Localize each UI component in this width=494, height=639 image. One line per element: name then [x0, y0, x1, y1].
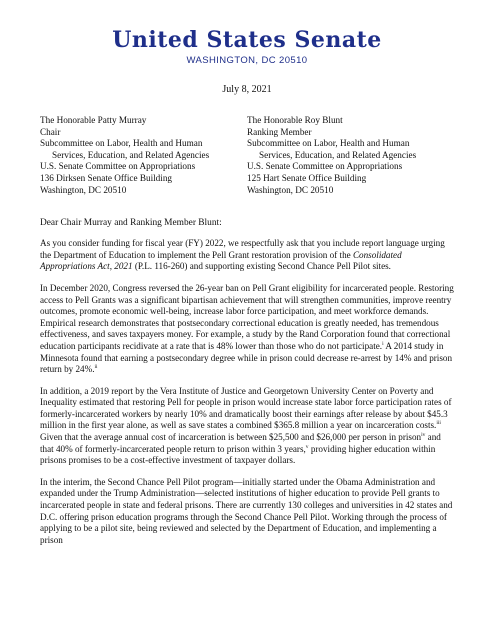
- address-line: Chair: [40, 126, 61, 137]
- address-line: Services, Education, and Related Agencies: [259, 149, 417, 160]
- letter-date: July 8, 2021: [222, 84, 272, 95]
- address-line: Subcommittee on Labor, Health and Human: [40, 138, 203, 149]
- letterhead-title: United States Senate: [112, 27, 382, 53]
- paragraph-text: In addition, a 2019 report by the Vera Institute of Justice and Georgetown University Center on Poverty and Inequality estimated that restoring Pell for people in prison would increase state labor force participation rates of formerly-incarcerated workers by nearly 10% and dramatically boost their earnings after release by about $45.3 million in the first year alone, as well as save states a combined $365.8 million a year on incarceration costs.: [40, 385, 452, 431]
- address-line: U.S. Senate Committee on Appropriations: [40, 161, 196, 172]
- address-line: The Honorable Patty Murray: [40, 115, 147, 125]
- paragraph-text: A 2014 study in Minnesota found that earning a postsecondary degree while in prison could decrease re-arrest by 14% and prison return by 24%.: [40, 340, 453, 375]
- address-line: Washington, DC 20510: [247, 184, 334, 195]
- paragraph-text: In December 2020, Congress reversed the 26-year ban on Pell Grant eligibility for incarcerated people. Restoring access to Pell Grants was a significant bipartisan achievement that will strengthen communities, improve reentry outcomes, promote economic well-being, increase labor force participation, and meet workforce demands. Empirical research demonstrates that postsecondary correctional education is greatly needed, has tremendous effectiveness, and saves taxpayers money. For example, a study by the Rand Corporation found that correctional education participants recidivate at a rate that is 48% lower than those who do not participate.: [40, 282, 454, 351]
- footnote-marker: iii: [436, 420, 441, 427]
- paragraph-text: and that 40% of formerly-incarcerated people return to prison within 3 years,: [40, 432, 441, 454]
- paragraph-text: (P.L. 116-260) and supporting existing Second Chance Pell Pilot sites.: [132, 261, 391, 272]
- salutation: Dear Chair Murray and Ranking Member Blunt:: [40, 218, 222, 229]
- address-line: U.S. Senate Committee on Appropriations: [247, 161, 403, 172]
- address-line: The Honorable Roy Blunt: [247, 115, 343, 125]
- address-line: Services, Education, and Related Agencies: [52, 149, 210, 160]
- paragraph-text: As you consider funding for fiscal year (FY) 2022, we respectfully ask that you include report language urging the Department of Education to implement the Pell Grant restoration provision of the: [40, 238, 445, 260]
- recipient-addresses: [40, 115, 454, 196]
- paragraph-text: Given that the average annual cost of incarceration is between $25,500 and $26,000 per person in prison: [40, 432, 422, 443]
- paragraph-1: [40, 238, 454, 273]
- address-line: Washington, DC 20510: [40, 184, 127, 195]
- paragraph-3: [40, 386, 454, 467]
- paragraph-text: providing higher education within prisons promises to be a cost-effective investment of taxpayer dollars.: [40, 443, 436, 466]
- address-line: 136 Dirksen Senate Office Building: [40, 172, 173, 183]
- paragraph-4: In the interim, the Second Chance Pell Pilot program—initially started under the Obama Administration and expanded under the Trump Administration—selected institutions of higher education to provide Pell grants to incarcerated people in state and federal prisons. There are currently 130 colleges and universities in 42 states and D.C. offering prison education programs through the Second Chance Pell Pilot. Working through the process of applying to be a pilot site, being reviewed and selected by the Department of Education, and implementing a prison: [40, 476, 453, 545]
- address-line: Subcommittee on Labor, Health and Human: [247, 138, 410, 149]
- letterhead: [40, 0, 454, 66]
- footnote-marker: v: [305, 443, 309, 450]
- footnote-marker: ii: [94, 364, 98, 371]
- address-line: 125 Hart Senate Office Building: [247, 172, 367, 183]
- act-title: Consolidated Appropriations Act, 2021: [40, 249, 402, 272]
- footnote-marker: i: [382, 340, 384, 347]
- paragraph-2: [40, 283, 454, 376]
- letterhead-city: WASHINGTON, DC 20510: [186, 55, 308, 66]
- recipient-address-blunt: [247, 115, 454, 196]
- recipient-address-murray: [40, 115, 247, 196]
- address-line: Ranking Member: [247, 126, 312, 137]
- footnote-marker: iv: [421, 432, 426, 439]
